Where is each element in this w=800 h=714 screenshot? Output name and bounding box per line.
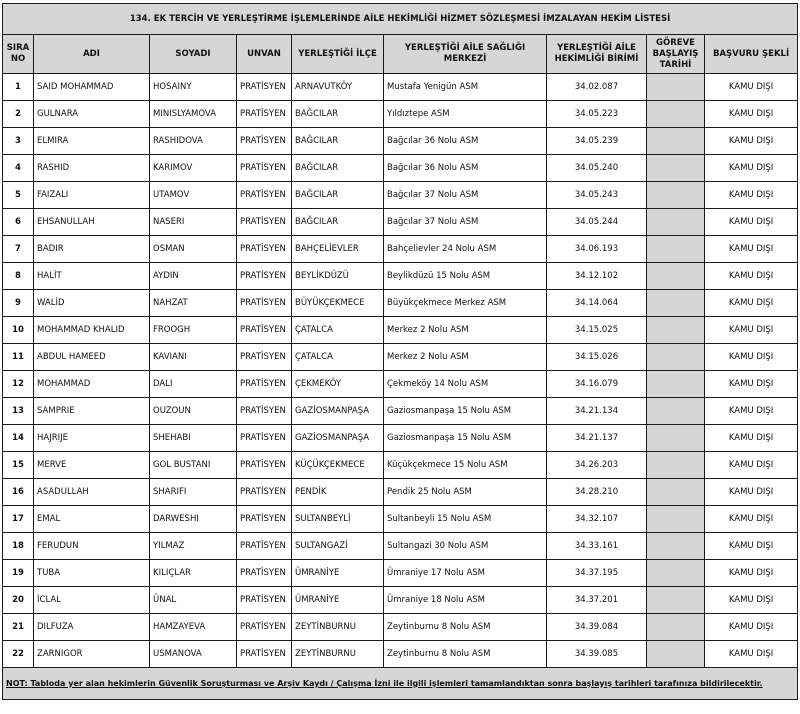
cell-soyadi: OSMAN <box>150 236 237 263</box>
cell-soyadi: OUZOUN <box>150 398 237 425</box>
cell-soyadi: HOSAINY <box>150 74 237 101</box>
table-row <box>3 155 798 182</box>
cell-basvuru-sekli: KAMU DIŞI <box>705 425 798 452</box>
cell-birim: 34.39.085 <box>547 641 647 668</box>
cell-birim: 34.39.084 <box>547 614 647 641</box>
cell-unvan: PRATİSYEN <box>237 182 292 209</box>
header-asm: YERLEŞTİĞİ AİLE SAĞLIĞI MERKEZİ <box>384 35 547 74</box>
table-row <box>3 236 798 263</box>
table-row <box>3 614 798 641</box>
cell-unvan: PRATİSYEN <box>237 425 292 452</box>
cell-basvuru-sekli: KAMU DIŞI <box>705 155 798 182</box>
cell-basvuru-sekli: KAMU DIŞI <box>705 317 798 344</box>
cell-unvan: PRATİSYEN <box>237 155 292 182</box>
cell-asm: Beylikdüzü 15 Nolu ASM <box>384 263 547 290</box>
cell-unvan: PRATİSYEN <box>237 560 292 587</box>
cell-adi: RASHID <box>34 155 150 182</box>
cell-adi: ABDUL HAMEED <box>34 344 150 371</box>
cell-unvan: PRATİSYEN <box>237 641 292 668</box>
cell-sira-no: 17 <box>3 506 34 533</box>
cell-unvan: PRATİSYEN <box>237 479 292 506</box>
header-sira-no: SIRA NO <box>3 35 34 74</box>
cell-ilce: BAĞCILAR <box>292 182 384 209</box>
cell-birim: 34.26.203 <box>547 452 647 479</box>
cell-birim: 34.05.243 <box>547 182 647 209</box>
cell-soyadi: SHARIFI <box>150 479 237 506</box>
cell-soyadi: USMANOVA <box>150 641 237 668</box>
cell-sira-no: 21 <box>3 614 34 641</box>
header-gorev-baslayis: GÖREVE BAŞLAYIŞ TARİHİ <box>647 35 705 74</box>
cell-gorev-baslayis <box>647 641 705 668</box>
cell-basvuru-sekli: KAMU DIŞI <box>705 560 798 587</box>
footnote: NOT: Tabloda yer alan hekimlerin Güvenlik Soruşturması ve Arşiv Kaydı / Çalışma İzni ile ilgili işlemleri tamamlandıktan sonra başlayış tarihleri tarafınıza bildirilecektir. <box>3 668 798 700</box>
cell-adi: SAMPRIE <box>34 398 150 425</box>
cell-ilce: ÇATALCA <box>292 317 384 344</box>
cell-asm: Zeytinburnu 8 Nolu ASM <box>384 641 547 668</box>
cell-sira-no: 11 <box>3 344 34 371</box>
cell-sira-no: 12 <box>3 371 34 398</box>
cell-unvan: PRATİSYEN <box>237 614 292 641</box>
cell-gorev-baslayis <box>647 452 705 479</box>
cell-gorev-baslayis <box>647 479 705 506</box>
cell-soyadi: UTAMOV <box>150 182 237 209</box>
cell-asm: Ümraniye 18 Nolu ASM <box>384 587 547 614</box>
table-row <box>3 641 798 668</box>
cell-asm: Bahçelievler 24 Nolu ASM <box>384 236 547 263</box>
table-row <box>3 317 798 344</box>
table-title: 134. EK TERCİH VE YERLEŞTİRME İŞLEMLERİNDE AİLE HEKİMLİĞİ HİZMET SÖZLEŞMESİ İMZALAYAN HEKİM LİSTESİ <box>3 4 798 35</box>
cell-unvan: PRATİSYEN <box>237 587 292 614</box>
cell-soyadi: KARIMOV <box>150 155 237 182</box>
cell-basvuru-sekli: KAMU DIŞI <box>705 479 798 506</box>
cell-gorev-baslayis <box>647 587 705 614</box>
cell-adi: EMAL <box>34 506 150 533</box>
cell-ilce: ÜMRANİYE <box>292 587 384 614</box>
cell-ilce: ÜMRANİYE <box>292 560 384 587</box>
cell-asm: Bağcılar 37 Nolu ASM <box>384 209 547 236</box>
cell-sira-no: 3 <box>3 128 34 155</box>
cell-ilce: GAZİOSMANPAŞA <box>292 398 384 425</box>
physician-table <box>2 3 798 700</box>
cell-birim: 34.28.210 <box>547 479 647 506</box>
cell-ilce: BEYLİKDÜZÜ <box>292 263 384 290</box>
cell-basvuru-sekli: KAMU DIŞI <box>705 587 798 614</box>
cell-sira-no: 15 <box>3 452 34 479</box>
cell-basvuru-sekli: KAMU DIŞI <box>705 263 798 290</box>
cell-basvuru-sekli: KAMU DIŞI <box>705 398 798 425</box>
cell-birim: 34.33.161 <box>547 533 647 560</box>
physician-list-sheet <box>2 3 797 700</box>
cell-gorev-baslayis <box>647 263 705 290</box>
cell-gorev-baslayis <box>647 560 705 587</box>
cell-soyadi: AYDIN <box>150 263 237 290</box>
cell-basvuru-sekli: KAMU DIŞI <box>705 371 798 398</box>
cell-ilce: ÇATALCA <box>292 344 384 371</box>
cell-adi: HALİT <box>34 263 150 290</box>
cell-unvan: PRATİSYEN <box>237 533 292 560</box>
cell-gorev-baslayis <box>647 290 705 317</box>
cell-asm: Küçükçekmece 15 Nolu ASM <box>384 452 547 479</box>
cell-adi: İCLAL <box>34 587 150 614</box>
table-row <box>3 128 798 155</box>
table-row <box>3 371 798 398</box>
header-unvan: UNVAN <box>237 35 292 74</box>
cell-sira-no: 10 <box>3 317 34 344</box>
cell-birim: 34.02.087 <box>547 74 647 101</box>
cell-ilce: ZEYTİNBURNU <box>292 641 384 668</box>
cell-asm: Gaziosmanpaşa 15 Nolu ASM <box>384 425 547 452</box>
cell-gorev-baslayis <box>647 614 705 641</box>
cell-soyadi: ÜNAL <box>150 587 237 614</box>
cell-sira-no: 13 <box>3 398 34 425</box>
cell-adi: HAJRIJE <box>34 425 150 452</box>
cell-unvan: PRATİSYEN <box>237 209 292 236</box>
table-row <box>3 425 798 452</box>
cell-basvuru-sekli: KAMU DIŞI <box>705 290 798 317</box>
cell-soyadi: NAHZAT <box>150 290 237 317</box>
table-row <box>3 560 798 587</box>
cell-basvuru-sekli: KAMU DIŞI <box>705 128 798 155</box>
cell-asm: Merkez 2 Nolu ASM <box>384 317 547 344</box>
cell-unvan: PRATİSYEN <box>237 236 292 263</box>
cell-soyadi: DARWESHI <box>150 506 237 533</box>
cell-birim: 34.21.137 <box>547 425 647 452</box>
cell-soyadi: YILMAZ <box>150 533 237 560</box>
cell-adi: FERUDUN <box>34 533 150 560</box>
table-row <box>3 290 798 317</box>
cell-birim: 34.12.102 <box>547 263 647 290</box>
cell-adi: BADIR <box>34 236 150 263</box>
cell-sira-no: 1 <box>3 74 34 101</box>
cell-sira-no: 14 <box>3 425 34 452</box>
cell-adi: SAID MOHAMMAD <box>34 74 150 101</box>
cell-asm: Çekmeköy 14 Nolu ASM <box>384 371 547 398</box>
note-row <box>3 668 798 700</box>
cell-asm: Büyükçekmece Merkez ASM <box>384 290 547 317</box>
cell-birim: 34.14.064 <box>547 290 647 317</box>
cell-gorev-baslayis <box>647 425 705 452</box>
cell-birim: 34.05.244 <box>547 209 647 236</box>
cell-birim: 34.15.025 <box>547 317 647 344</box>
table-row <box>3 74 798 101</box>
cell-unvan: PRATİSYEN <box>237 317 292 344</box>
cell-soyadi: DALI <box>150 371 237 398</box>
header-row <box>3 35 798 74</box>
cell-sira-no: 9 <box>3 290 34 317</box>
cell-sira-no: 19 <box>3 560 34 587</box>
header-adi: ADI <box>34 35 150 74</box>
cell-unvan: PRATİSYEN <box>237 290 292 317</box>
table-row <box>3 506 798 533</box>
cell-soyadi: FROOGH <box>150 317 237 344</box>
cell-gorev-baslayis <box>647 317 705 344</box>
cell-birim: 34.15.026 <box>547 344 647 371</box>
cell-ilce: BAĞCILAR <box>292 155 384 182</box>
cell-birim: 34.37.195 <box>547 560 647 587</box>
cell-adi: FAIZALI <box>34 182 150 209</box>
header-basvuru-sekli: BAŞVURU ŞEKLİ <box>705 35 798 74</box>
cell-birim: 34.05.239 <box>547 128 647 155</box>
cell-asm: Bağcılar 36 Nolu ASM <box>384 155 547 182</box>
cell-gorev-baslayis <box>647 209 705 236</box>
cell-adi: DILFUZA <box>34 614 150 641</box>
cell-ilce: ZEYTİNBURNU <box>292 614 384 641</box>
cell-soyadi: KILIÇLAR <box>150 560 237 587</box>
cell-asm: Bağcılar 36 Nolu ASM <box>384 128 547 155</box>
cell-unvan: PRATİSYEN <box>237 344 292 371</box>
table-row <box>3 263 798 290</box>
cell-gorev-baslayis <box>647 128 705 155</box>
cell-gorev-baslayis <box>647 74 705 101</box>
table-row <box>3 452 798 479</box>
cell-basvuru-sekli: KAMU DIŞI <box>705 182 798 209</box>
table-row <box>3 398 798 425</box>
cell-adi: MOHAMMAD KHALID <box>34 317 150 344</box>
header-birim: YERLEŞTİĞİ AİLE HEKİMLİĞİ BİRİMİ <box>547 35 647 74</box>
cell-ilce: SULTANBEYLİ <box>292 506 384 533</box>
cell-adi: TUBA <box>34 560 150 587</box>
cell-soyadi: KAVIANI <box>150 344 237 371</box>
cell-sira-no: 16 <box>3 479 34 506</box>
cell-ilce: ARNAVUTKÖY <box>292 74 384 101</box>
cell-ilce: PENDİK <box>292 479 384 506</box>
header-ilce: YERLEŞTİĞİ İLÇE <box>292 35 384 74</box>
cell-asm: Sultanbeyli 15 Nolu ASM <box>384 506 547 533</box>
cell-basvuru-sekli: KAMU DIŞI <box>705 452 798 479</box>
cell-sira-no: 8 <box>3 263 34 290</box>
table-row <box>3 479 798 506</box>
cell-soyadi: SHEHABI <box>150 425 237 452</box>
cell-ilce: BAĞCILAR <box>292 209 384 236</box>
cell-birim: 34.32.107 <box>547 506 647 533</box>
cell-adi: WALİD <box>34 290 150 317</box>
cell-gorev-baslayis <box>647 506 705 533</box>
cell-basvuru-sekli: KAMU DIŞI <box>705 209 798 236</box>
cell-sira-no: 7 <box>3 236 34 263</box>
cell-birim: 34.21.134 <box>547 398 647 425</box>
cell-basvuru-sekli: KAMU DIŞI <box>705 641 798 668</box>
table-row <box>3 182 798 209</box>
cell-basvuru-sekli: KAMU DIŞI <box>705 506 798 533</box>
cell-adi: ZARNIGOR <box>34 641 150 668</box>
cell-soyadi: GOL BUSTANI <box>150 452 237 479</box>
cell-gorev-baslayis <box>647 236 705 263</box>
cell-soyadi: HAMZAYEVA <box>150 614 237 641</box>
cell-unvan: PRATİSYEN <box>237 263 292 290</box>
cell-ilce: BÜYÜKÇEKMECE <box>292 290 384 317</box>
cell-sira-no: 5 <box>3 182 34 209</box>
cell-adi: EHSANULLAH <box>34 209 150 236</box>
cell-adi: ELMIRA <box>34 128 150 155</box>
cell-adi: ASADULLAH <box>34 479 150 506</box>
cell-basvuru-sekli: KAMU DIŞI <box>705 614 798 641</box>
cell-birim: 34.37.201 <box>547 587 647 614</box>
cell-soyadi: MINISLYAMOVA <box>150 101 237 128</box>
cell-asm: Merkez 2 Nolu ASM <box>384 344 547 371</box>
cell-adi: GULNARA <box>34 101 150 128</box>
cell-asm: Gaziosmanpaşa 15 Nolu ASM <box>384 398 547 425</box>
cell-asm: Ümraniye 17 Nolu ASM <box>384 560 547 587</box>
cell-sira-no: 22 <box>3 641 34 668</box>
cell-asm: Pendik 25 Nolu ASM <box>384 479 547 506</box>
cell-adi: MOHAMMAD <box>34 371 150 398</box>
cell-basvuru-sekli: KAMU DIŞI <box>705 74 798 101</box>
table-row <box>3 344 798 371</box>
cell-unvan: PRATİSYEN <box>237 74 292 101</box>
cell-birim: 34.06.193 <box>547 236 647 263</box>
cell-ilce: BAĞCILAR <box>292 101 384 128</box>
cell-sira-no: 6 <box>3 209 34 236</box>
table-row <box>3 101 798 128</box>
cell-soyadi: RASHIDOVA <box>150 128 237 155</box>
cell-asm: Yıldıztepe ASM <box>384 101 547 128</box>
cell-sira-no: 2 <box>3 101 34 128</box>
cell-unvan: PRATİSYEN <box>237 371 292 398</box>
cell-basvuru-sekli: KAMU DIŞI <box>705 101 798 128</box>
cell-sira-no: 20 <box>3 587 34 614</box>
cell-gorev-baslayis <box>647 533 705 560</box>
cell-sira-no: 4 <box>3 155 34 182</box>
cell-ilce: BAHÇELİEVLER <box>292 236 384 263</box>
cell-gorev-baslayis <box>647 398 705 425</box>
cell-basvuru-sekli: KAMU DIŞI <box>705 533 798 560</box>
table-row <box>3 209 798 236</box>
cell-ilce: GAZİOSMANPAŞA <box>292 425 384 452</box>
cell-ilce: ÇEKMEKÖY <box>292 371 384 398</box>
cell-gorev-baslayis <box>647 182 705 209</box>
table-row <box>3 587 798 614</box>
table-body <box>3 74 798 668</box>
cell-ilce: SULTANGAZİ <box>292 533 384 560</box>
cell-unvan: PRATİSYEN <box>237 398 292 425</box>
cell-unvan: PRATİSYEN <box>237 128 292 155</box>
cell-asm: Zeytinburnu 8 Nolu ASM <box>384 614 547 641</box>
cell-asm: Sultangazi 30 Nolu ASM <box>384 533 547 560</box>
cell-basvuru-sekli: KAMU DIŞI <box>705 236 798 263</box>
cell-unvan: PRATİSYEN <box>237 101 292 128</box>
cell-asm: Mustafa Yenigün ASM <box>384 74 547 101</box>
cell-basvuru-sekli: KAMU DIŞI <box>705 344 798 371</box>
title-row <box>3 4 798 35</box>
cell-adi: MERVE <box>34 452 150 479</box>
cell-gorev-baslayis <box>647 344 705 371</box>
cell-unvan: PRATİSYEN <box>237 506 292 533</box>
table-row <box>3 533 798 560</box>
cell-ilce: KÜÇÜKÇEKMECE <box>292 452 384 479</box>
cell-gorev-baslayis <box>647 101 705 128</box>
cell-birim: 34.05.223 <box>547 101 647 128</box>
cell-birim: 34.05.240 <box>547 155 647 182</box>
cell-unvan: PRATİSYEN <box>237 452 292 479</box>
cell-gorev-baslayis <box>647 371 705 398</box>
cell-sira-no: 18 <box>3 533 34 560</box>
header-soyadi: SOYADI <box>150 35 237 74</box>
cell-gorev-baslayis <box>647 155 705 182</box>
cell-birim: 34.16.079 <box>547 371 647 398</box>
cell-asm: Bağcılar 37 Nolu ASM <box>384 182 547 209</box>
cell-ilce: BAĞCILAR <box>292 128 384 155</box>
cell-soyadi: NASERI <box>150 209 237 236</box>
